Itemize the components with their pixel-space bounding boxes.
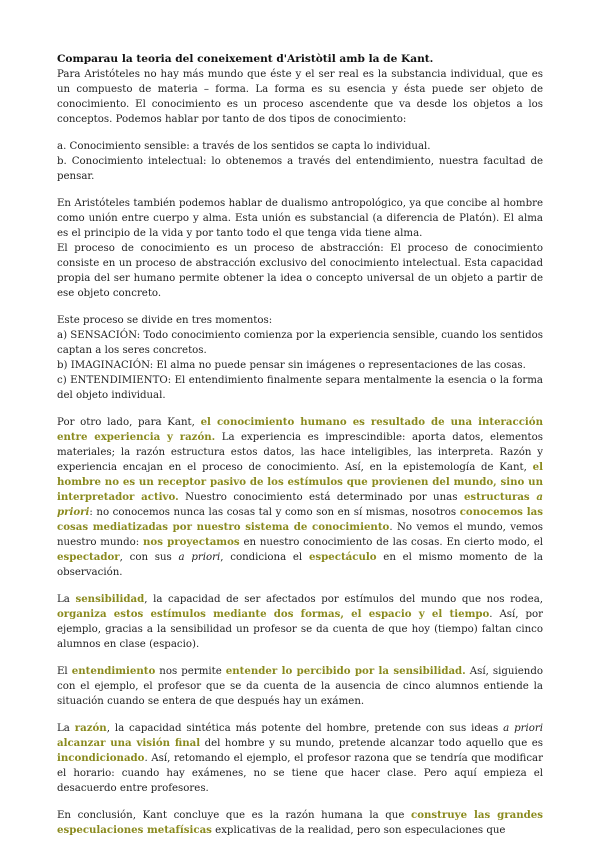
text-run: La bbox=[57, 723, 75, 734]
text-run: en el mismo momento de la observación. bbox=[57, 552, 544, 578]
text-run: , la capacidad de ser afectados por estímulos del mundo que nos rodea, bbox=[144, 594, 544, 605]
text-run: a priori bbox=[503, 723, 543, 734]
highlight-text: razón bbox=[74, 722, 107, 734]
highlight-text: el conocimiento humano es resultado de una interacción entre experiencia y razón. bbox=[57, 416, 543, 443]
highlight-text: sensibilidad bbox=[75, 593, 145, 605]
text-run: En conclusión, Kant concluye que es la razón humana la que bbox=[57, 810, 412, 821]
highlight-text: incondicionado bbox=[57, 752, 145, 764]
text-run: . No vemos el mundo, vemos nuestro mundo: bbox=[57, 522, 544, 548]
text-run: , condiciona el bbox=[220, 552, 309, 563]
kant-intro-paragraph bbox=[57, 415, 543, 580]
highlight-text: a priori bbox=[57, 491, 544, 518]
abstraction-paragraph: El proceso de conocimiento es un proceso de abstracción: El proceso de conocimiento consiste en un proceso de abstracción exclusivo del conocimiento intelectual. Esta capacidad propia del ser humano permite obtener la idea o concepto universal de un objeto a partir de ese objeto concreto. bbox=[57, 243, 543, 299]
highlight-text: entendimiento bbox=[71, 665, 156, 677]
moments-intro: Este proceso se divide en tres momentos: bbox=[57, 315, 273, 326]
text-run: nos permite bbox=[155, 666, 226, 677]
reason-paragraph bbox=[57, 721, 543, 796]
moment-imagination: b) IMAGINACIÓN: El alma no puede pensar sin imágenes o representaciones de las cosas. bbox=[57, 360, 526, 371]
knowledge-type-a: a. Conocimiento sensible: a través de los sentidos se capta lo individual. bbox=[57, 141, 431, 152]
text-run: , con sus bbox=[119, 552, 179, 563]
highlight-text: organiza estos estímulos mediante dos formas, el espacio y el tiempo bbox=[57, 608, 490, 620]
highlight-text: entender lo percibido por la sensibilidad. bbox=[225, 665, 466, 677]
highlight-text: estructuras bbox=[463, 491, 537, 503]
text-run: Nuestro conocimiento está determinado por unas bbox=[178, 492, 464, 503]
highlight-text: conocemos las cosas mediatizadas por nuestro sistema de conocimiento bbox=[57, 506, 543, 533]
text-run: a priori bbox=[178, 552, 221, 563]
text-run: explicativas de la realidad, pero son especulaciones que bbox=[211, 825, 506, 836]
dualism-paragraph: En Aristóteles también podemos hablar de dualismo antropológico, ya que concibe al hombre como unión entre cuerpo y alma. Esta unión es substancial (a diferencia de Platón). El alma es el principio de la vida y por tanto todo el que tenga vida tiene alma. bbox=[57, 198, 543, 239]
text-run: Por otro lado, para Kant, bbox=[57, 417, 201, 428]
text-run: del hombre y su mundo, pretende alcanzar todo aquello que es bbox=[200, 738, 543, 749]
highlight-text: alcanzar una visión final bbox=[57, 737, 201, 749]
text-run: . Así, por ejemplo, gracias a la sensibilidad un profesor se da cuenta de que hoy (tiempo) faltan cinco alumnos en clase (espacio). bbox=[57, 609, 543, 650]
aristotle-intro-paragraph: Para Aristóteles no hay más mundo que éste y el ser real es la substancia individual, que es un compuesto de materia – forma. La forma es su esencia y ésta puede ser objeto de conocimiento. El conocimiento es un proceso ascendente que va desde los objetos a los conceptos. Podemos hablar por tanto de dos tipos de conocimiento: bbox=[57, 69, 543, 125]
text-run: La bbox=[57, 594, 76, 605]
moment-sensation: a) SENSACIÓN: Todo conocimiento comienza por la experiencia sensible, cuando los sentidos captan a los seres concretos. bbox=[57, 330, 543, 356]
document-title: Comparau la teoria del coneixement d'Aristòtil amb la de Kant. bbox=[57, 53, 434, 65]
understanding-paragraph bbox=[57, 664, 543, 709]
text-run: Así, siguiendo con el ejemplo, el profesor que se da cuenta de la ausencia de cinco alumnos entiende la situación cuando se entera de que después hay un exámen. bbox=[57, 666, 543, 707]
knowledge-type-b: b. Conocimiento intelectual: lo obtenemos a través del entendimiento, nuestra facultad de pensar. bbox=[57, 156, 543, 182]
conclusion-paragraph bbox=[57, 808, 543, 838]
moment-understanding: c) ENTENDIMIENTO: El entendimiento finalmente separa mentalmente la esencia o la forma del objeto individual. bbox=[57, 375, 543, 401]
highlight-text: nos proyectamos bbox=[143, 536, 240, 548]
text-run: El bbox=[57, 666, 72, 677]
highlight-text: el hombre no es un receptor pasivo de los estímulos que provienen del mundo, sino un interpretador activo. bbox=[57, 461, 543, 503]
text-run: : no conocemos nunca las cosas tal y como son en sí mismas, nosotros bbox=[89, 507, 460, 518]
text-run: La experiencia es imprescindible: aporta datos, elementos materiales; la razón estructura estos datos, las hace inteligibles, las interpreta. Razón y experiencia encajan en el proceso de conocimiento. Así, en la epistemología de Kant, bbox=[57, 432, 543, 473]
highlight-text: espectador bbox=[57, 551, 120, 563]
sensibility-paragraph bbox=[57, 592, 543, 652]
document-page bbox=[57, 52, 543, 838]
text-run: . Así, retomando el ejemplo, el profesor razona que se tendría que modificar el horario: cuando hay exámenes, no se tiene que hacer clase. Pero aquí empieza el desacuerdo entre profesores. bbox=[57, 753, 543, 794]
highlight-text: espectáculo bbox=[308, 551, 377, 563]
text-run: en nuestro conocimiento de las cosas. En cierto modo, el bbox=[239, 537, 543, 548]
text-run: , la capacidad sintética más potente del hombre, pretende con sus ideas bbox=[106, 723, 504, 734]
highlight-text: construye las grandes especulaciones metafísicas bbox=[57, 809, 543, 836]
